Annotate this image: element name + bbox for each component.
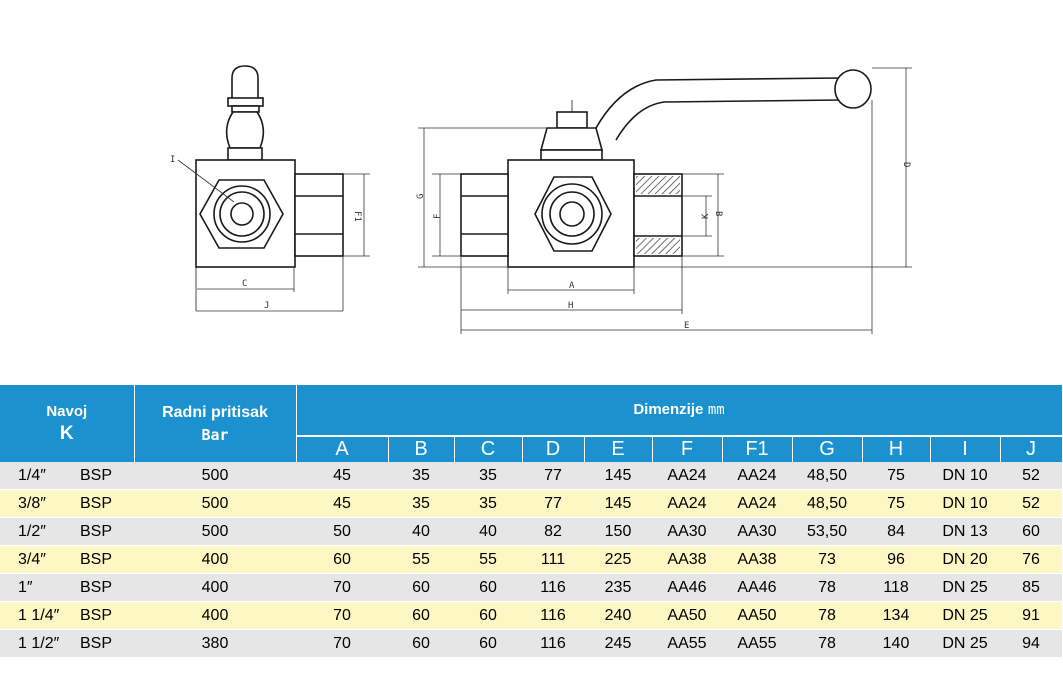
dimension-cell-f: AA24 [652,490,722,518]
dimension-cell-f1: AA24 [722,462,792,490]
dimension-cell-h: 134 [862,602,930,630]
column-header-h: H [862,436,930,462]
thread-type: BSP [80,466,113,484]
table-row [0,490,1062,518]
dimension-cell-i: DN 10 [930,462,1000,490]
dimension-cell-e: 245 [584,630,652,658]
thread-cell [0,602,134,630]
thread-size: 1 1/4″ [18,606,60,624]
dimension-cell-a: 70 [296,630,388,658]
dimension-cell-i: DN 25 [930,630,1000,658]
dim-label-F1: F1 [352,211,362,222]
thread-type: BSP [80,606,113,624]
column-header-c: C [454,436,522,462]
thread-header-title: Navoj [46,402,88,420]
pressure-cell: 500 [134,518,296,546]
dimension-cell-h: 96 [862,546,930,574]
dimension-cell-c: 60 [454,630,522,658]
column-header-j: J [1000,436,1062,462]
dimension-cell-a: 50 [296,518,388,546]
dimension-cell-b: 35 [388,490,454,518]
dimension-cell-f: AA24 [652,462,722,490]
dimension-cell-j: 60 [1000,518,1062,546]
column-header-f1: F1 [722,436,792,462]
table-row [0,462,1062,490]
thread-type: BSP [80,550,113,568]
dimension-cell-d: 77 [522,462,584,490]
dim-label-C: C [242,279,248,289]
dimension-cell-i: DN 25 [930,602,1000,630]
thread-cell [0,630,134,658]
dimensions-header-title: Dimenzije [633,401,704,418]
thread-header-symbol: K [59,422,74,444]
dimension-cell-a: 45 [296,462,388,490]
dimension-cell-h: 84 [862,518,930,546]
dimension-cell-d: 111 [522,546,584,574]
dimension-cell-a: 70 [296,602,388,630]
dimension-cell-b: 40 [388,518,454,546]
dimension-cell-a: 60 [296,546,388,574]
pressure-header [134,385,296,462]
thread-cell [0,574,134,602]
dimension-cell-d: 77 [522,490,584,518]
column-header-d: D [522,436,584,462]
dimension-cell-j: 94 [1000,630,1062,658]
dimension-cell-c: 60 [454,602,522,630]
dimension-cell-e: 235 [584,574,652,602]
dimension-cell-h: 140 [862,630,930,658]
thread-size: 1″ [18,578,33,596]
dim-label-A: A [569,281,575,291]
dimension-cell-g: 78 [792,602,862,630]
pressure-cell: 400 [134,602,296,630]
dimension-cell-d: 116 [522,602,584,630]
dimensions-header [296,385,1062,436]
pressure-cell: 400 [134,546,296,574]
dim-label-K: K [701,213,711,219]
thread-cell [0,490,134,518]
dim-label-J: J [264,301,270,311]
dimension-cell-c: 40 [454,518,522,546]
dimension-cell-b: 55 [388,546,454,574]
dimension-cell-f: AA46 [652,574,722,602]
thread-size: 1/2″ [18,522,46,540]
thread-type: BSP [80,522,113,540]
table-row [0,630,1062,658]
dim-label-B: B [713,211,723,217]
dimension-cell-e: 145 [584,462,652,490]
dimension-cell-a: 45 [296,490,388,518]
thread-type: BSP [80,578,113,596]
column-header-e: E [584,436,652,462]
thread-type: BSP [80,494,113,512]
thread-cell [0,518,134,546]
dimension-cell-d: 116 [522,574,584,602]
dim-label-D: D [901,162,911,168]
dimension-cell-d: 116 [522,630,584,658]
dimension-cell-h: 75 [862,462,930,490]
dimension-cell-j: 52 [1000,462,1062,490]
dimension-cell-f1: AA30 [722,518,792,546]
dimension-table-body [0,462,1062,658]
dimension-cell-i: DN 25 [930,574,1000,602]
pressure-cell: 380 [134,630,296,658]
dimension-cell-g: 78 [792,574,862,602]
dimension-cell-j: 76 [1000,546,1062,574]
dimension-cell-j: 91 [1000,602,1062,630]
dim-label-G: G [416,193,426,199]
dimension-cell-b: 60 [388,630,454,658]
dimension-cell-g: 73 [792,546,862,574]
dimension-cell-f1: AA46 [722,574,792,602]
dimension-cell-a: 70 [296,574,388,602]
dimension-cell-b: 60 [388,574,454,602]
column-header-b: B [388,436,454,462]
dimension-cell-f1: AA50 [722,602,792,630]
pressure-cell: 500 [134,490,296,518]
dimensions-header-unit: mm [707,402,725,418]
dimension-cell-b: 60 [388,602,454,630]
table-row [0,546,1062,574]
dimension-cell-f1: AA24 [722,490,792,518]
thread-type: BSP [80,634,113,652]
dimension-cell-g: 48,50 [792,490,862,518]
front-view [461,70,871,267]
dimension-cell-f: AA38 [652,546,722,574]
dimension-cell-g: 48,50 [792,462,862,490]
dim-label-H: H [568,301,574,311]
pressure-cell: 400 [134,574,296,602]
dimension-cell-c: 35 [454,462,522,490]
dimension-cell-g: 78 [792,630,862,658]
dimension-cell-e: 150 [584,518,652,546]
dimension-cell-c: 55 [454,546,522,574]
dimension-cell-e: 145 [584,490,652,518]
dim-label-E: E [684,321,690,331]
dimension-cell-f: AA50 [652,602,722,630]
thread-size: 3/4″ [18,550,46,568]
column-header-i: I [930,436,1000,462]
thread-header [0,385,134,462]
thread-cell [0,462,134,490]
column-header-a: A [296,436,388,462]
dimension-cell-j: 52 [1000,490,1062,518]
pressure-header-title: Radni pritisak [162,403,268,421]
dimension-cell-i: DN 13 [930,518,1000,546]
pressure-cell: 500 [134,462,296,490]
dimension-cell-e: 225 [584,546,652,574]
dimension-cell-i: DN 20 [930,546,1000,574]
table-row [0,602,1062,630]
thread-size: 3/8″ [18,494,46,512]
thread-size: 1/4″ [18,466,46,484]
table-row [0,518,1062,546]
dimension-cell-i: DN 10 [930,490,1000,518]
dimension-cell-d: 82 [522,518,584,546]
dimension-cell-b: 35 [388,462,454,490]
thread-size: 1 1/2″ [18,634,60,652]
dimension-cell-e: 240 [584,602,652,630]
dimension-cell-h: 118 [862,574,930,602]
table-row [0,574,1062,602]
side-view [196,66,343,311]
dimension-cell-c: 60 [454,574,522,602]
dimension-cell-h: 75 [862,490,930,518]
column-header-g: G [792,436,862,462]
dimension-cell-j: 85 [1000,574,1062,602]
valve-dimension-table [0,385,1063,658]
dimension-cell-f: AA30 [652,518,722,546]
dimension-cell-f1: AA55 [722,630,792,658]
dimension-cell-f1: AA38 [722,546,792,574]
dimension-cell-c: 35 [454,490,522,518]
dim-label-I: I [170,155,176,165]
column-header-f: F [652,436,722,462]
dimension-cell-g: 53,50 [792,518,862,546]
dimension-cell-f: AA55 [652,630,722,658]
dim-label-F: F [433,213,443,219]
thread-cell [0,546,134,574]
pressure-header-unit: Bar [201,425,229,444]
